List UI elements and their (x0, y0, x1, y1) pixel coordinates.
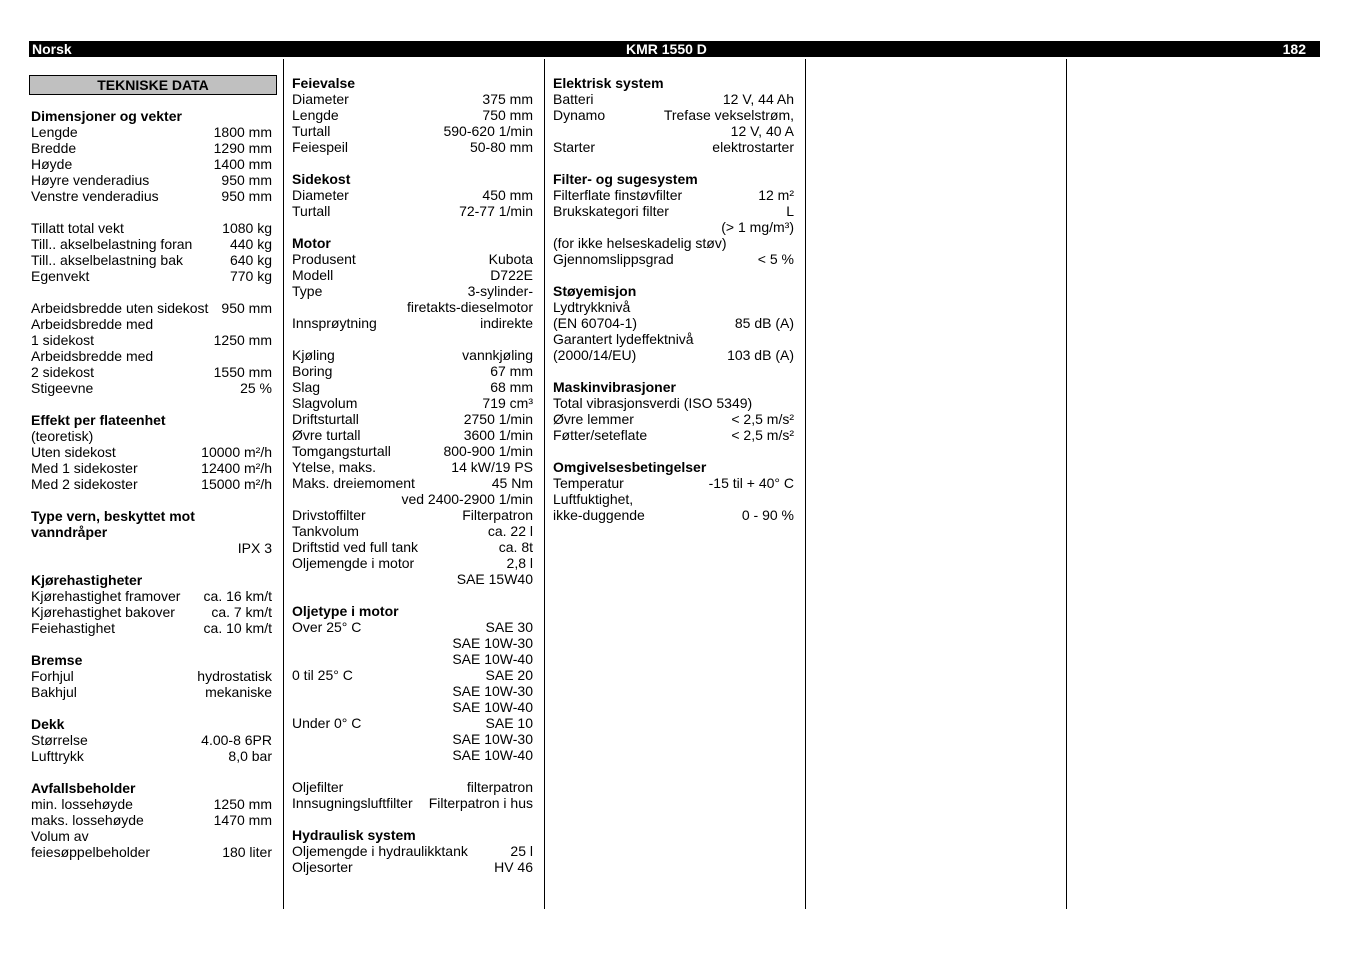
spec-label: Diameter (292, 91, 349, 107)
spec-continuation (292, 491, 533, 507)
section-heading: vanndråper (31, 524, 108, 540)
spec-value: SAE 10W-40 (452, 699, 533, 715)
model-label: KMR 1550 D (626, 41, 707, 57)
spec-continuation (292, 571, 533, 587)
section-heading: Bremse (31, 652, 83, 668)
spec-label: Temperatur (553, 475, 624, 491)
spec-label: Venstre venderadius (31, 188, 159, 204)
spec-label: Egenvekt (31, 268, 90, 284)
spec-row (553, 187, 794, 203)
spec-value: vannkjøling (462, 347, 533, 363)
spec-value: < 2,5 m/s² (731, 411, 794, 427)
spec-label: Garantert lydeffektnivå (553, 331, 694, 347)
spec-value: 50-80 mm (469, 139, 533, 155)
spec-value: 1080 kg (222, 220, 272, 236)
spec-value: IPX 3 (237, 540, 272, 556)
spec-label: Maks. dreiemoment (292, 475, 415, 491)
spec-label: feiesøppelbeholder (31, 844, 151, 860)
spec-label: Driftsturtall (292, 411, 359, 427)
spec-label: Uten sidekost (31, 444, 116, 460)
page-header (29, 41, 1320, 57)
spec-row (292, 523, 533, 539)
spec-label: Slagvolum (292, 395, 358, 411)
spec-row (31, 828, 272, 844)
spec-row (31, 364, 272, 380)
spec-label: Høyde (31, 156, 73, 172)
spec-value: Filterpatron (462, 507, 533, 523)
spec-value: 1250 mm (213, 796, 272, 812)
spec-row (292, 315, 533, 331)
spec-row (553, 347, 794, 363)
section-title: TEKNISKE DATA (29, 75, 277, 95)
spec-row (553, 427, 794, 443)
spec-value: < 2,5 m/s² (731, 427, 794, 443)
spec-row (31, 332, 272, 348)
spec-value: ca. 22 l (487, 523, 533, 539)
spec-continuation (292, 651, 533, 667)
spec-label: min. lossehøyde (31, 796, 133, 812)
spec-label: Under 0° C (292, 715, 362, 731)
spec-row (553, 475, 794, 491)
spec-row (292, 283, 533, 299)
spec-label: Slag (292, 379, 321, 395)
column-divider (805, 59, 806, 909)
spec-row (31, 732, 272, 748)
page-number: 182 (1282, 41, 1306, 57)
spec-value: SAE 10W-40 (452, 747, 533, 763)
spec-label: Tillatt total vekt (31, 220, 124, 236)
spec-label: Till.. akselbelastning foran (31, 236, 193, 252)
spec-label: Starter (553, 139, 596, 155)
section-heading: Maskinvibrasjoner (553, 379, 676, 395)
spec-label: Over 25° C (292, 619, 362, 635)
spacer (553, 155, 794, 171)
spec-label: Turtall (292, 203, 331, 219)
spec-value: 25 % (240, 380, 272, 396)
spec-label: (teoretisk) (31, 428, 94, 444)
spec-row (31, 460, 272, 476)
spec-label: 1 sidekost (31, 332, 95, 348)
spec-row (31, 252, 272, 268)
spacer (292, 331, 533, 347)
spec-label: Modell (292, 267, 334, 283)
section-heading: Kjørehastigheter (31, 572, 143, 588)
spec-row (292, 379, 533, 395)
section-heading: Motor (292, 235, 331, 251)
spec-label: Oljefilter (292, 779, 344, 795)
section-heading: Dekk (31, 716, 65, 732)
spec-row (292, 427, 533, 443)
spec-label: Størrelse (31, 732, 88, 748)
spec-label: Oljemengde i motor (292, 555, 415, 571)
spec-row (292, 107, 533, 123)
spec-value: 950 mm (221, 188, 272, 204)
spec-value: 12 m² (758, 187, 794, 203)
spacer (31, 764, 272, 780)
spec-value: 14 kW/19 PS (451, 459, 533, 475)
spec-row (553, 395, 794, 411)
spec-label: Boring (292, 363, 333, 379)
spec-row (292, 139, 533, 155)
section-heading: Avfallsbeholder (31, 780, 136, 796)
spacer (292, 155, 533, 171)
spec-label: Ytelse, maks. (292, 459, 377, 475)
spec-label: Oljemengde i hydraulikktank (292, 843, 468, 859)
spec-label: Drivstoffilter (292, 507, 366, 523)
spec-value: SAE 10W-30 (452, 731, 533, 747)
section-heading: Filter- og sugesystem (553, 171, 698, 187)
spec-row (292, 187, 533, 203)
spec-label: Produsent (292, 251, 356, 267)
spec-label: Turtall (292, 123, 331, 139)
spec-value: L (786, 203, 794, 219)
spec-row (292, 91, 533, 107)
spec-value: 2750 1/min (463, 411, 533, 427)
column-divider (283, 59, 284, 909)
spec-row (553, 299, 794, 315)
spec-row (31, 796, 272, 812)
spec-row (31, 380, 272, 396)
section-heading: Feievalse (292, 75, 356, 91)
spec-row (31, 156, 272, 172)
spec-value: Kubota (488, 251, 533, 267)
spec-label: Øvre turtall (292, 427, 361, 443)
spec-row (553, 491, 794, 507)
spec-value: elektrostarter (712, 139, 794, 155)
spec-value: 45 Nm (491, 475, 533, 491)
column-2 (292, 75, 533, 875)
spec-row (31, 236, 272, 252)
spec-continuation (553, 219, 794, 235)
spec-label: Till.. akselbelastning bak (31, 252, 184, 268)
spec-value: 1250 mm (213, 332, 272, 348)
spec-value: 10000 m²/h (201, 444, 272, 460)
spec-value: 12 V, 40 A (730, 123, 794, 139)
spec-value: -15 til + 40° C (708, 475, 794, 491)
spec-row (31, 844, 272, 860)
spec-value: hydrostatisk (197, 668, 272, 684)
spec-value: 375 mm (482, 91, 533, 107)
spec-row (31, 620, 272, 636)
spec-row (553, 139, 794, 155)
spec-row (292, 475, 533, 491)
spec-value: 1470 mm (213, 812, 272, 828)
spec-value: 770 kg (229, 268, 272, 284)
spec-row (292, 507, 533, 523)
spec-label: Total vibrasjonsverdi (ISO 5349) (553, 395, 753, 411)
spacer (31, 636, 272, 652)
spec-label: Kjørehastighet bakover (31, 604, 175, 620)
spec-row (292, 667, 533, 683)
spec-value: SAE 10W-40 (452, 651, 533, 667)
spec-value: 12 V, 44 Ah (722, 91, 794, 107)
spacer (292, 763, 533, 779)
spec-continuation (292, 299, 533, 315)
spec-row (292, 411, 533, 427)
spec-row (553, 107, 794, 123)
spec-row (292, 395, 533, 411)
spec-label: Føtter/seteflate (553, 427, 648, 443)
spec-value: 750 mm (482, 107, 533, 123)
spec-value: 950 mm (221, 172, 272, 188)
spec-row (31, 748, 272, 764)
section-heading: Oljetype i motor (292, 603, 399, 619)
spec-label: Brukskategori filter (553, 203, 669, 219)
spec-continuation (292, 699, 533, 715)
spec-value: HV 46 (494, 859, 533, 875)
section-heading: Dimensjoner og vekter (31, 108, 182, 124)
spec-value: SAE 20 (485, 667, 533, 683)
spec-row (31, 812, 272, 828)
spec-row (31, 220, 272, 236)
section-heading: Hydraulisk system (292, 827, 416, 843)
spec-value: < 5 % (757, 251, 794, 267)
spec-value: D722E (490, 267, 533, 283)
spec-label: Bakhjul (31, 684, 77, 700)
spec-continuation (292, 683, 533, 699)
spec-value: Filterpatron i hus (428, 795, 533, 811)
spec-value: SAE 15W40 (456, 571, 533, 587)
spec-value: Trefase vekselstrøm, (663, 107, 794, 123)
spacer (31, 396, 272, 412)
spec-value: SAE 30 (485, 619, 533, 635)
spec-row (31, 476, 272, 492)
spec-row (292, 843, 533, 859)
section-heading: Effekt per flateenhet (31, 412, 166, 428)
spec-label: Med 1 sidekoster (31, 460, 138, 476)
spec-value: 719 cm³ (482, 395, 533, 411)
section-heading: Type vern, beskyttet mot (31, 508, 195, 524)
spec-row (553, 331, 794, 347)
spec-label: Tomgangsturtall (292, 443, 391, 459)
spec-label: Høyre venderadius (31, 172, 150, 188)
spec-label: Lydtrykknivå (553, 299, 631, 315)
spec-value: 72-77 1/min (459, 203, 533, 219)
spec-label: Type (292, 283, 323, 299)
spec-label: ikke-duggende (553, 507, 645, 523)
spec-value: 85 dB (A) (734, 315, 794, 331)
spec-label: Stigeevne (31, 380, 94, 396)
spacer (292, 811, 533, 827)
column-1 (31, 75, 272, 860)
spec-value: 1800 mm (213, 124, 272, 140)
spec-value: ca. 16 km/t (203, 588, 272, 604)
spec-label: 2 sidekost (31, 364, 95, 380)
spec-continuation (553, 123, 794, 139)
spacer (31, 284, 272, 300)
spec-value: 640 kg (229, 252, 272, 268)
spec-value: mekaniske (205, 684, 272, 700)
spec-label: Dynamo (553, 107, 606, 123)
spec-label: Lengde (31, 124, 78, 140)
section-heading: Sidekost (292, 171, 351, 187)
spec-row (31, 268, 272, 284)
spec-label: (2000/14/EU) (553, 347, 637, 363)
spec-label: (EN 60704-1) (553, 315, 638, 331)
spec-label: Driftstid ved full tank (292, 539, 419, 555)
spec-value: 8,0 bar (228, 748, 272, 764)
spec-label: Øvre lemmer (553, 411, 634, 427)
spacer (31, 700, 272, 716)
spec-value: 68 mm (490, 379, 533, 395)
spec-row (292, 715, 533, 731)
spec-value: firetakts-dieselmotor (406, 299, 533, 315)
spec-row (292, 123, 533, 139)
spec-label: Feiespeil (292, 139, 349, 155)
spec-label: Diameter (292, 187, 349, 203)
spec-value: 103 dB (A) (727, 347, 794, 363)
spec-row (292, 795, 533, 811)
section-heading: Omgivelsesbetingelser (553, 459, 707, 475)
spec-value: ca. 10 km/t (203, 620, 272, 636)
spec-continuation (31, 540, 272, 556)
spec-label: Kjørehastighet framover (31, 588, 181, 604)
spec-row (292, 267, 533, 283)
spec-label: maks. lossehøyde (31, 812, 144, 828)
spec-row (292, 859, 533, 875)
spec-row (553, 251, 794, 267)
spec-value: indirekte (480, 315, 533, 331)
spec-value: 180 liter (222, 844, 272, 860)
spec-row (31, 188, 272, 204)
spec-row (292, 779, 533, 795)
spacer (31, 492, 272, 508)
spec-row (292, 555, 533, 571)
spec-label: Gjennomslippsgrad (553, 251, 674, 267)
spec-value: 800-900 1/min (443, 443, 533, 459)
spec-value: 67 mm (490, 363, 533, 379)
spec-row (553, 235, 794, 251)
spec-row (292, 443, 533, 459)
language-label: Norsk (32, 41, 72, 57)
spec-row (31, 348, 272, 364)
spec-row (31, 668, 272, 684)
spec-row (292, 539, 533, 555)
spec-row (292, 347, 533, 363)
spec-row (31, 124, 272, 140)
spec-label: Filterflate finstøvfilter (553, 187, 683, 203)
spec-label: Arbeidsbredde med (31, 348, 154, 364)
spec-row (292, 203, 533, 219)
spec-row (292, 251, 533, 267)
spec-value: 3-sylinder- (467, 283, 533, 299)
spec-value: 950 mm (221, 300, 272, 316)
spec-value: 1550 mm (213, 364, 272, 380)
spacer (553, 267, 794, 283)
spec-label: Tankvolum (292, 523, 359, 539)
spec-value: 1290 mm (213, 140, 272, 156)
spec-label: Batteri (553, 91, 594, 107)
spec-row (553, 91, 794, 107)
spec-value: ved 2400-2900 1/min (401, 491, 533, 507)
spec-value: SAE 10 (485, 715, 533, 731)
spacer (553, 363, 794, 379)
spec-label: Innsprøytning (292, 315, 377, 331)
spec-value: 440 kg (229, 236, 272, 252)
spec-value: SAE 10W-30 (452, 635, 533, 651)
spec-row (292, 459, 533, 475)
spec-row (553, 203, 794, 219)
spec-row (31, 172, 272, 188)
spec-label: Kjøling (292, 347, 335, 363)
spacer (31, 204, 272, 220)
spec-label: Arbeidsbredde uten sidekost (31, 300, 209, 316)
section-heading: Støyemisjon (553, 283, 637, 299)
column-3 (553, 75, 794, 523)
spec-value: filterpatron (466, 779, 533, 795)
spec-label: Med 2 sidekoster (31, 476, 138, 492)
spec-label: Lengde (292, 107, 339, 123)
spec-value: 450 mm (482, 187, 533, 203)
spec-label: Innsugningsluftfilter (292, 795, 413, 811)
spacer (31, 556, 272, 572)
spec-label: (for ikke helseskadelig støv) (553, 235, 727, 251)
spec-label: 0 til 25° C (292, 667, 353, 683)
spec-value: 590-620 1/min (443, 123, 533, 139)
spec-value: 2,8 l (506, 555, 533, 571)
spec-value: 0 - 90 % (741, 507, 794, 523)
spec-label: Lufttrykk (31, 748, 84, 764)
spec-value: 15000 m²/h (201, 476, 272, 492)
spec-label: Luftfuktighet, (553, 491, 634, 507)
section-heading: Elektrisk system (553, 75, 664, 91)
spec-value: ca. 7 km/t (211, 604, 272, 620)
spacer (292, 587, 533, 603)
spec-value: SAE 10W-30 (452, 683, 533, 699)
spec-row (31, 588, 272, 604)
spec-row (553, 315, 794, 331)
spec-continuation (292, 731, 533, 747)
spec-continuation (292, 635, 533, 651)
spec-label: Oljesorter (292, 859, 353, 875)
spec-value: 12400 m²/h (201, 460, 272, 476)
spec-row (292, 363, 533, 379)
spacer (292, 219, 533, 235)
spec-row (31, 140, 272, 156)
spec-row (553, 411, 794, 427)
spec-label: Feiehastighet (31, 620, 116, 636)
spec-row (31, 300, 272, 316)
spec-row (31, 604, 272, 620)
column-divider (544, 59, 545, 909)
spec-value: ca. 8t (498, 539, 533, 555)
spec-label: Volum av (31, 828, 89, 844)
spec-continuation (292, 747, 533, 763)
spec-value: 4.00-8 6PR (201, 732, 272, 748)
spec-row (31, 444, 272, 460)
spec-value: 3600 1/min (463, 427, 533, 443)
spec-label: Arbeidsbredde med (31, 316, 154, 332)
spec-value: 1400 mm (213, 156, 272, 172)
spec-row (31, 428, 272, 444)
spec-label: Forhjul (31, 668, 74, 684)
spec-row (31, 684, 272, 700)
spec-value: (> 1 mg/m³) (721, 219, 794, 235)
spec-row (553, 507, 794, 523)
column-divider (1066, 59, 1067, 909)
spec-value: 25 l (510, 843, 533, 859)
spec-label: Bredde (31, 140, 77, 156)
spacer (553, 443, 794, 459)
spec-row (31, 316, 272, 332)
spec-row (292, 619, 533, 635)
